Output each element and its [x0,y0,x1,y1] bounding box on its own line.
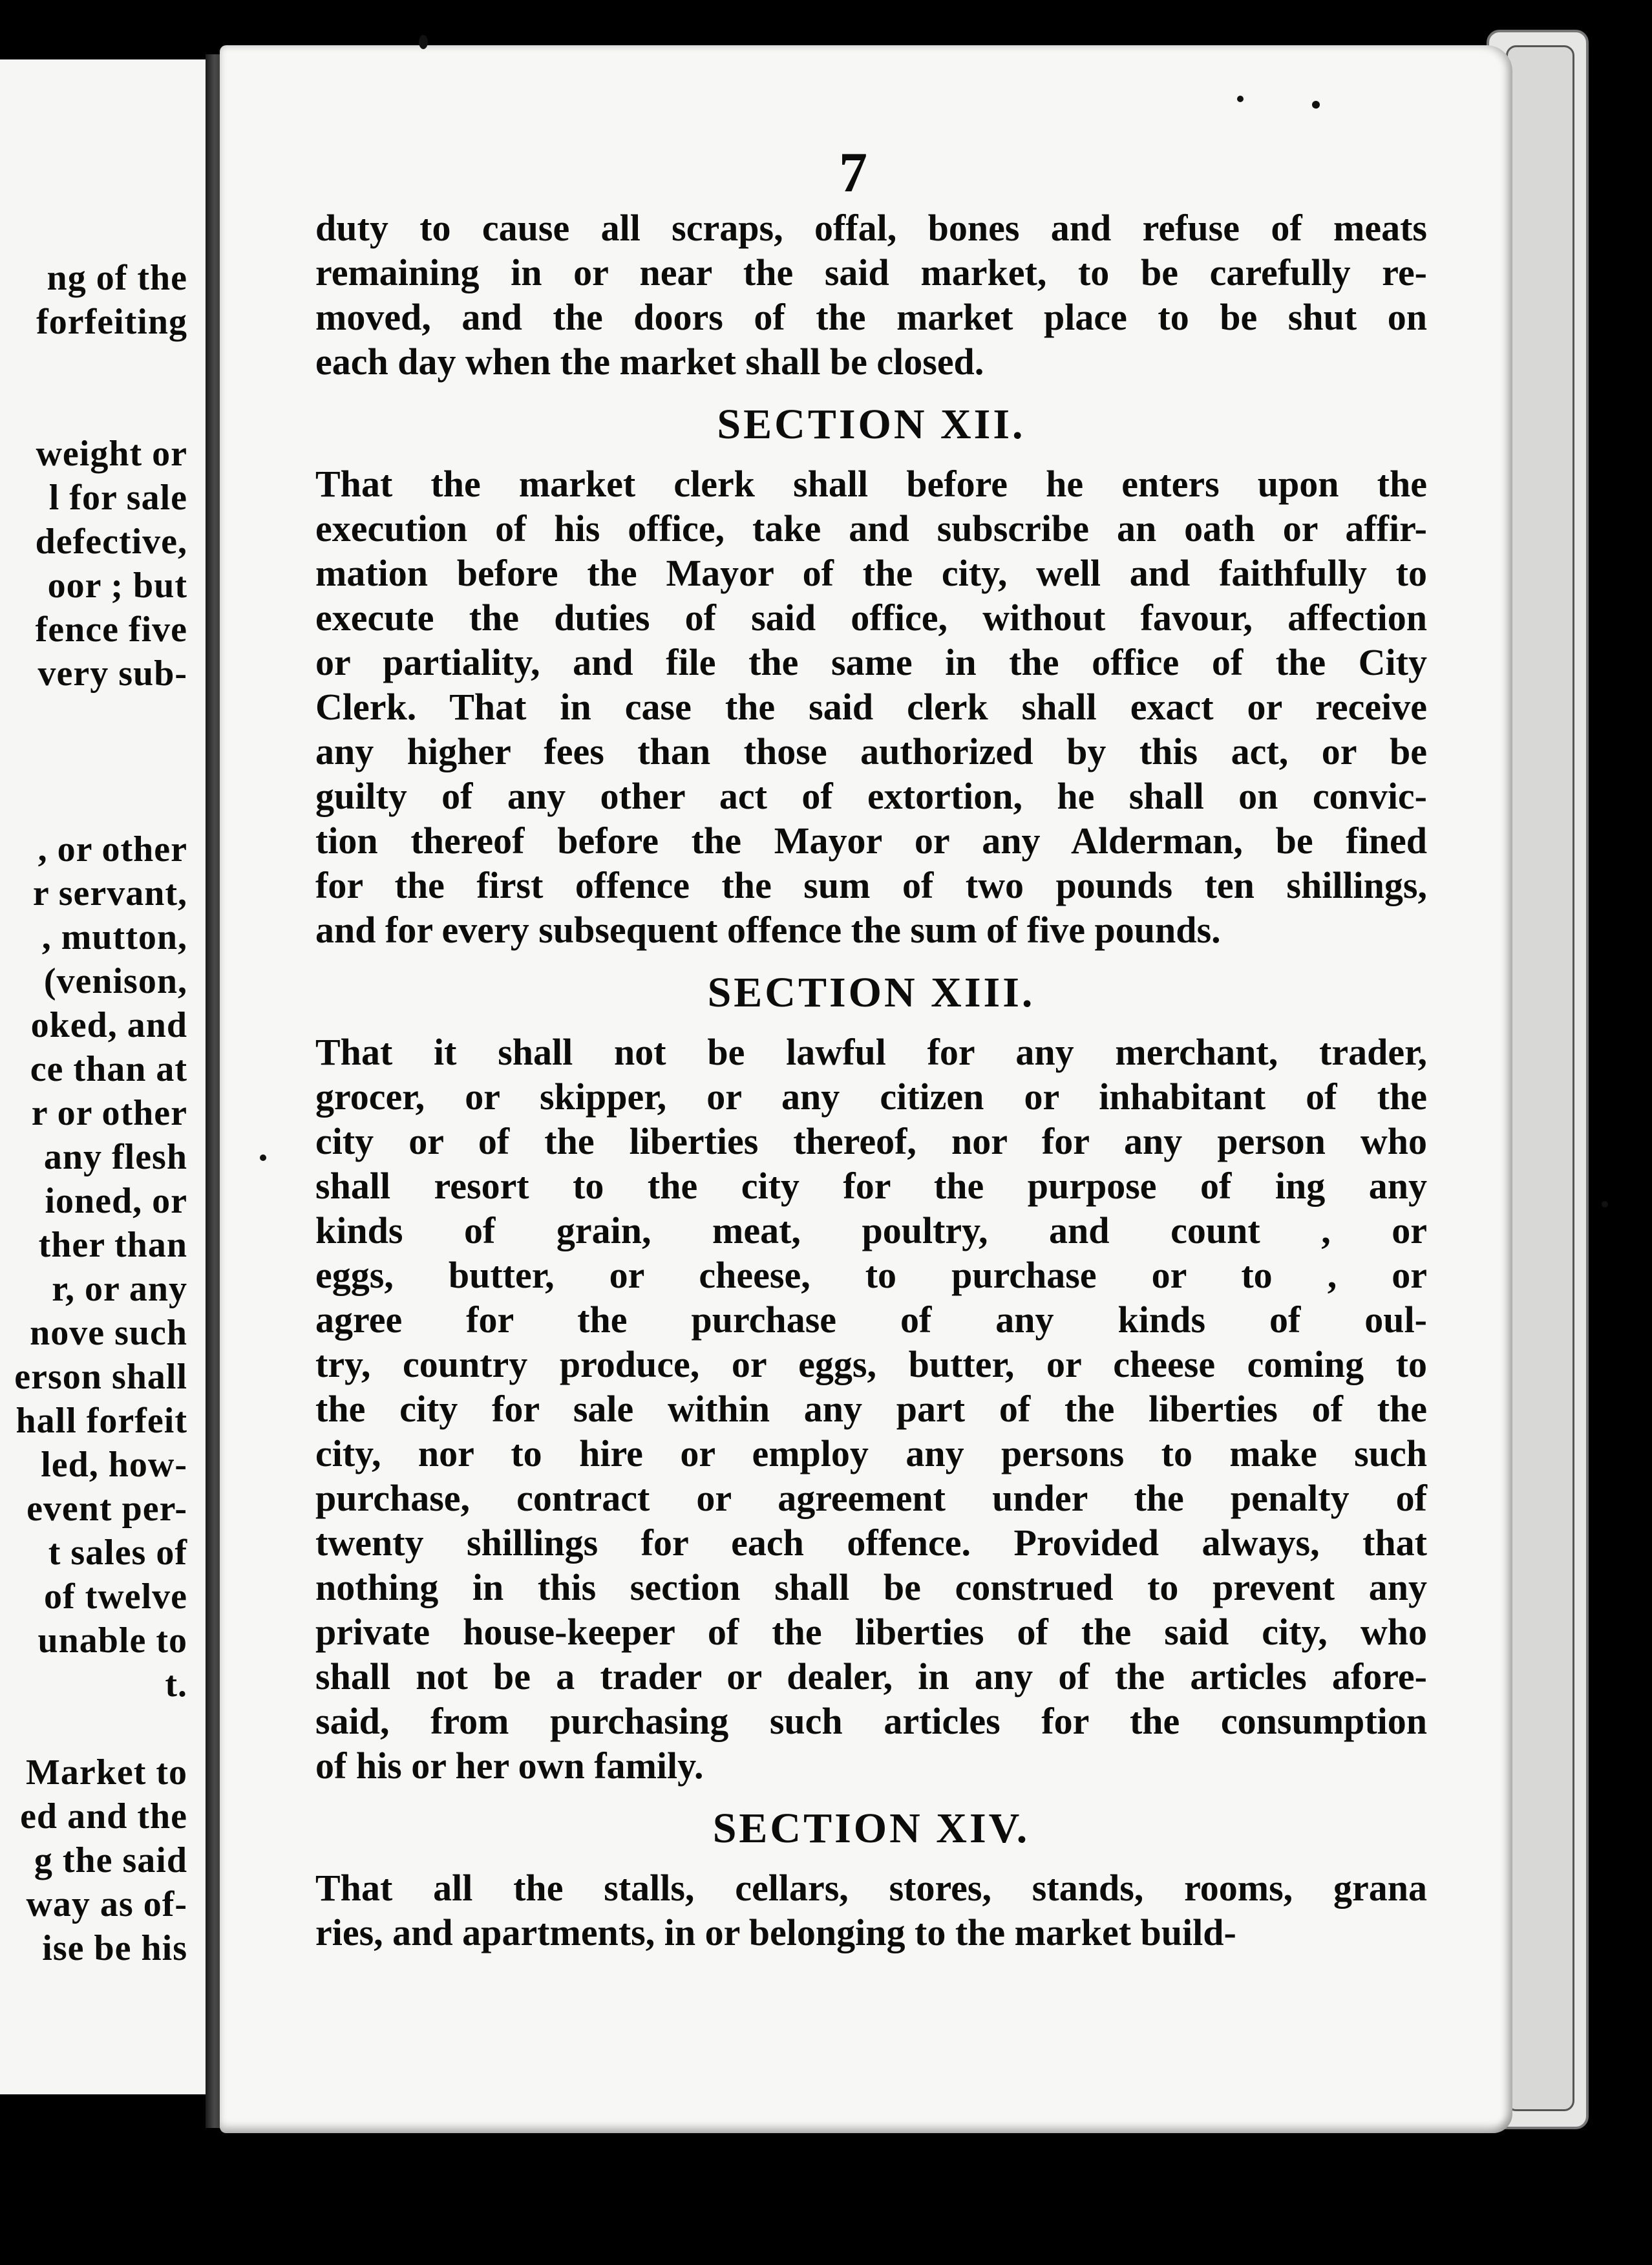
text-line: agree for the purchase of any kinds of oul- [315,1299,1427,1341]
left-page-line: ther than [38,1225,187,1265]
left-page-line: , mutton, [41,917,187,957]
text-line: said, from purchasing such articles for the consumption [315,1700,1427,1742]
left-page-line: Market to [25,1752,187,1792]
text-line: mation before the Mayor of the city, well and faithfully to [315,552,1427,594]
text-line: remaining in or near the said market, to be carefully re- [315,251,1427,293]
left-page-line: led, how- [41,1445,187,1485]
text-line: execution of his office, take and subscribe an oath or affir- [315,507,1427,549]
left-page-line: ed and the [20,1796,187,1836]
left-page-line: , or other [37,829,187,869]
left-page-line: fence five [35,610,187,650]
dust-speck [260,1154,266,1161]
left-page-line: r, or any [52,1269,187,1309]
text-line: execute the duties of said office, without favour, affection [315,597,1427,639]
text-line: moved, and the doors of the market place to be shut on [315,296,1427,338]
left-page-line: (venison, [43,961,187,1001]
left-page-line: t. [165,1664,187,1705]
left-page-line: ce than at [30,1049,187,1089]
left-page-line: hall forfeit [16,1401,187,1441]
page-number: 7 [839,142,867,204]
text-line: duty to cause all scraps, offal, bones and refuse of meats [315,207,1427,249]
left-page-line: r or other [31,1093,187,1133]
section-heading-xii: SECTION XII. [717,401,1026,448]
text-line: try, country produce, or eggs, butter, or cheese coming to [315,1343,1427,1385]
dust-speck [1237,96,1244,102]
section-heading-xiii: SECTION XIII. [707,969,1035,1016]
page-edge [1506,45,1574,2111]
section-heading-xiv: SECTION XIV. [712,1805,1030,1852]
left-page-line: defective, [35,522,187,562]
page-text [315,206,1427,1955]
left-facing-page [0,59,206,2094]
text-line: of his or her own family. [315,1745,704,1787]
paragraph-continuation [315,206,1427,384]
section-xiii-text [315,1030,1427,1788]
left-page-line: l for sale [48,478,187,518]
text-line: grocer, or skipper, or any citizen or inhabitant of the [315,1076,1427,1118]
text-line: city or of the liberties thereof, nor for any person who [315,1120,1427,1162]
dust-speck [1602,1201,1608,1207]
left-page-line: nove such [30,1313,187,1353]
text-line: shall not be a trader or dealer, in any of the articles afore- [315,1655,1427,1697]
text-line: twenty shillings for each offence. Provided always, that [315,1522,1427,1564]
text-line: any higher fees than those authorized by this act, or be [315,730,1427,772]
left-page-line: weight or [36,434,187,474]
text-line: guilty of any other act of extortion, he shall on convic- [315,775,1427,817]
left-page-line: ise be his [42,1928,187,1968]
section-xiv-text [315,1866,1427,1955]
text-line: nothing in this section shall be construed to prevent any [315,1566,1427,1608]
left-page-line: oked, and [30,1005,187,1045]
left-page-line: of twelve [43,1577,187,1617]
text-line: Clerk. That in case the said clerk shall exact or receive [315,686,1427,728]
text-line: tion thereof before the Mayor or any Alderman, be fined [315,820,1427,862]
text-line: That it shall not be lawful for any merchant, trader, [315,1031,1427,1073]
left-page-line: g the said [34,1840,187,1880]
left-page-line: unable to [37,1621,187,1661]
left-page-line: forfeiting [36,302,187,342]
left-page-line: way as of- [26,1884,187,1924]
left-page-line: ng of the [47,258,187,298]
text-line: eggs, butter, or cheese, to purchase or to , or [315,1254,1427,1296]
left-page-line: erson shall [14,1357,187,1397]
text-line: city, nor to hire or employ any persons to make such [315,1432,1427,1474]
text-line: That all the stalls, cellars, stores, stands, rooms, grana [315,1867,1427,1909]
left-page-line: t sales of [48,1533,187,1573]
text-line: and for every subsequent offence the sum of five pounds. [315,909,1221,951]
text-line: for the first offence the sum of two pounds ten shillings, [315,864,1427,906]
left-page-line: event per- [26,1489,187,1529]
text-line: ries, and apartments, in or belonging to the market build- [315,1911,1236,1953]
left-page-line: r servant, [32,873,187,913]
dust-speck [1312,101,1320,109]
left-page-line: any flesh [43,1137,187,1177]
text-line: private house-keeper of the liberties of the said city, who [315,1611,1427,1653]
text-line: each day when the market shall be closed. [315,341,984,383]
text-line: purchase, contract or agreement under the penalty of [315,1477,1427,1519]
text-line: That the market clerk shall before he enters upon the [315,463,1427,505]
left-page-line: very sub- [37,654,187,694]
section-xii-text [315,462,1427,952]
left-page-line: oor ; but [47,566,187,606]
text-line: shall resort to the city for the purpose of ing any [315,1165,1427,1207]
left-page-line: ioned, or [45,1181,187,1221]
text-line: or partiality, and file the same in the office of the City [315,641,1427,683]
dust-speck [419,35,428,49]
text-line: the city for sale within any part of the liberties of the [315,1388,1427,1430]
text-line: kinds of grain, meat, poultry, and count , or [315,1209,1427,1251]
